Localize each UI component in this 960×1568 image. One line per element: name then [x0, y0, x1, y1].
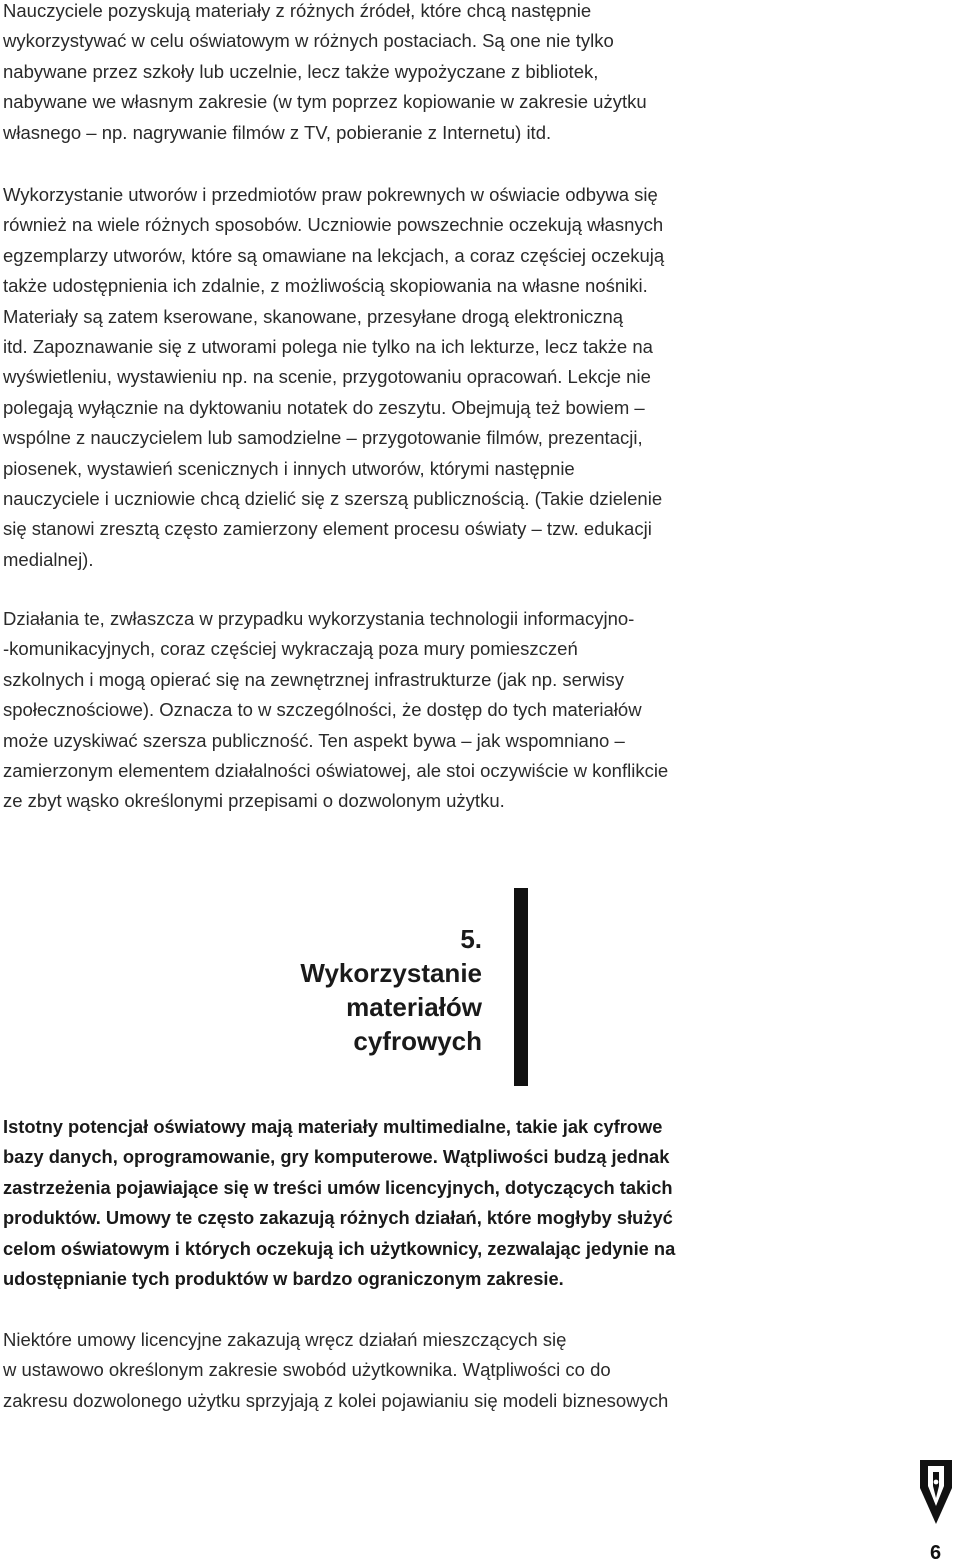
text-line: ze zbyt wąsko określonymi przepisami o dozwolonym użytku.	[3, 790, 505, 812]
text-line: zamierzonym elementem działalności oświatowej, ale stoi oczywiście w konflikcie	[3, 760, 669, 782]
section-heading	[300, 922, 482, 1058]
section-title-line: materiałów	[346, 992, 482, 1022]
text-line: może uzyskiwać szersza publiczność. Ten aspekt bywa – jak wspomniano –	[3, 729, 625, 751]
text-line: Wykorzystanie utworów i przedmiotów praw pokrewnych w oświacie odbywa się	[3, 184, 658, 205]
text-line: wykorzystywać w celu oświatowym w różnych postaciach. Są one nie tylko	[3, 30, 614, 52]
text-line: Niektóre umowy licencyjne zakazują wręcz działań mieszczących się	[3, 1329, 567, 1350]
paragraph-2	[3, 180, 723, 575]
text-line: Nauczyciele pozyskują materiały z różnych źródeł, które chcą następnie	[3, 0, 592, 21]
text-line: w ustawowo określonym zakresie swobód użytkownika. Wątpliwości co do	[3, 1359, 611, 1381]
text-line: społecznościowe). Oznacza to w szczególności, że dostęp do tych materiałów	[3, 699, 642, 721]
paragraph-4-bold	[3, 1112, 723, 1294]
paragraph-3	[3, 604, 723, 817]
text-line: szkolnych i mogą opierać się na zewnętrznej infrastrukturze (jak np. serwisy	[3, 668, 625, 690]
text-line: nabywane we własnym zakresie (w tym poprzez kopiowanie w zakresie użytku	[3, 91, 647, 113]
text-line: medialnej).	[3, 548, 94, 570]
text-line: własnego – np. nagrywanie filmów z TV, pobieranie z Internetu) itd.	[3, 121, 552, 143]
text-line: celom oświatowym i których oczekują ich użytkownicy, zezwalając jedynie na	[3, 1237, 676, 1259]
text-line: się stanowi zresztą często zamierzony element procesu oświaty – tzw. edukacji	[3, 518, 652, 540]
text-line: Materiały są zatem kserowane, skanowane, przesyłane drogą elektroniczną	[3, 305, 624, 327]
text-line: zakresu dozwolonego użytku sprzyjają z kolei pojawianiu się modeli biznesowych	[3, 1389, 669, 1411]
text-line: polegają wyłącznie na dyktowaniu notatek do zeszytu. Obejmują też bowiem –	[3, 396, 645, 418]
text-line: -komunikacyjnych, coraz częściej wykraczają poza mury pomieszczeń	[3, 638, 578, 660]
section-number: 5.	[460, 924, 482, 954]
text-line: bazy danych, oprogramowanie, gry komputerowe. Wątpliwości budzą jednak	[3, 1146, 670, 1168]
text-line: zastrzeżenia pojawiające się w treści umów licencyjnych, dotyczących takich	[3, 1176, 673, 1198]
section-title-line: cyfrowych	[353, 1026, 482, 1056]
text-line: nauczyciele i uczniowie chcą dzielić się z szerszą publicznością. (Takie dzielenie	[3, 488, 663, 510]
fountain-pen-nib-icon	[916, 1458, 956, 1528]
page-number: 6	[930, 1542, 942, 1564]
text-line: wspólne z nauczycielem lub samodzielne – przygotowanie filmów, prezentacji,	[3, 427, 643, 449]
text-line: również na wiele różnych sposobów. Uczniowie powszechnie oczekują własnych	[3, 214, 664, 236]
text-line: udostępnianie tych produktów w bardzo ograniczonym zakresie.	[3, 1268, 564, 1290]
paragraph-1	[3, 0, 723, 148]
text-line: także udostępnienia ich zdalnie, z możliwością skopiowania na własne nośniki.	[3, 275, 648, 297]
paragraph-5	[3, 1325, 723, 1416]
text-line: Istotny potencjał oświatowy mają materiały multimedialne, takie jak cyfrowe	[3, 1116, 663, 1137]
text-line: egzemplarzy utworów, które są omawiane na lekcjach, a coraz częściej oczekują	[3, 244, 665, 266]
text-line: itd. Zapoznawanie się z utworami polega nie tylko na ich lekturze, lecz także na	[3, 336, 653, 358]
text-line: piosenek, wystawień scenicznych i innych utworów, którymi następnie	[3, 457, 575, 479]
text-line: Działania te, zwłaszcza w przypadku wykorzystania technologii informacyjno-	[3, 608, 635, 629]
text-line: nabywane przez szkoły lub uczelnie, lecz także wypożyczane z bibliotek,	[3, 60, 599, 82]
text-line: produktów. Umowy te często zakazują różnych działań, które mogłyby służyć	[3, 1207, 673, 1229]
section-title-line: Wykorzystanie	[300, 958, 482, 988]
text-line: wyświetleniu, wystawieniu np. na scenie, przygotowaniu opracowań. Lekcje nie	[3, 366, 651, 388]
section-divider-bar	[514, 888, 528, 1086]
